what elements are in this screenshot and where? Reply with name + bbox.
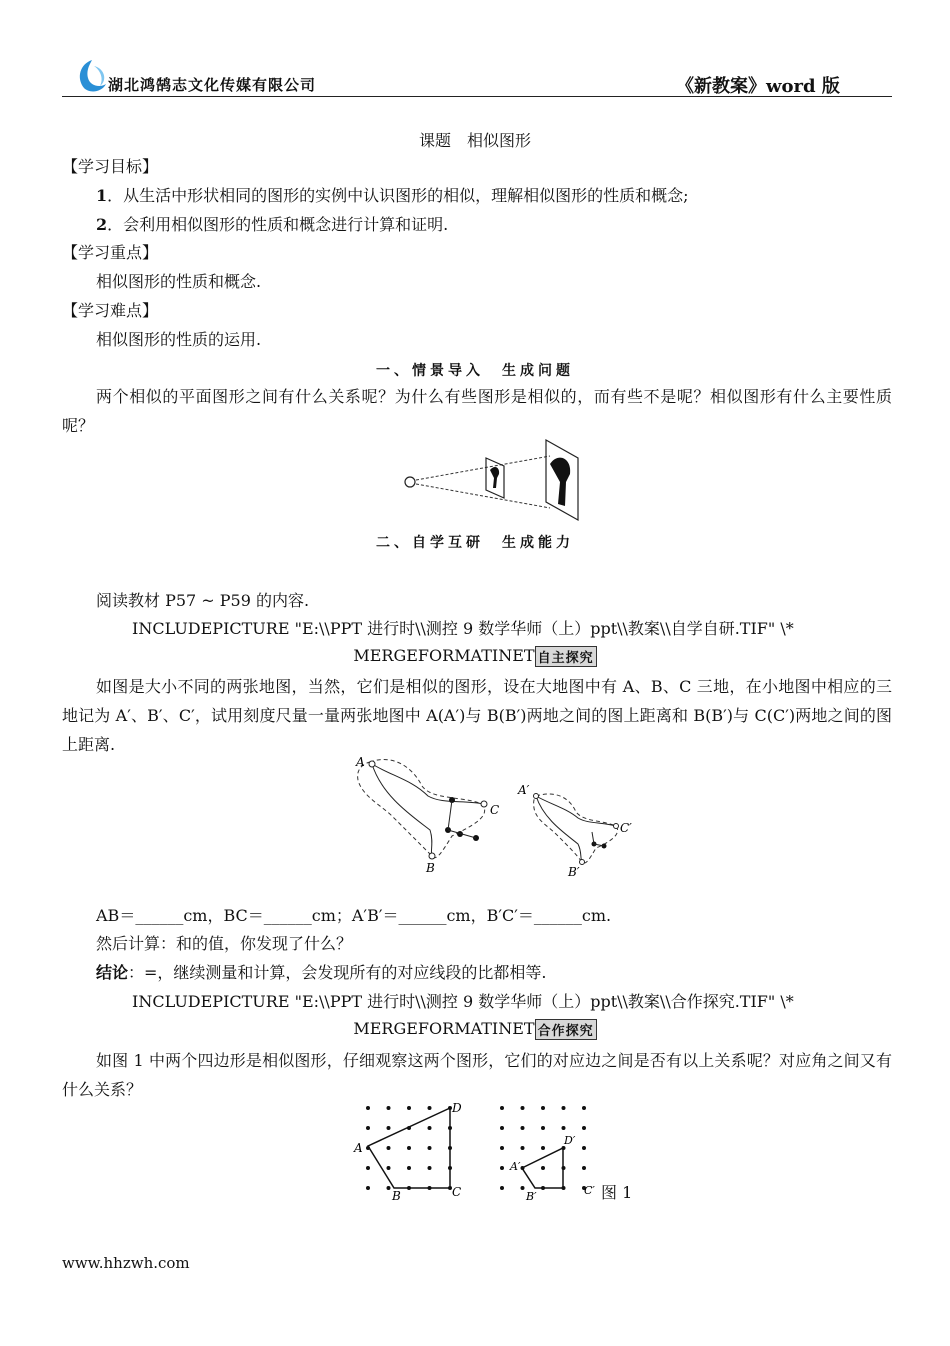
grid-dot: [500, 1166, 504, 1170]
grid-dot: [500, 1126, 504, 1130]
grid-dot: [582, 1166, 586, 1170]
grid-dot: [366, 1186, 370, 1190]
grid-dot: [407, 1166, 411, 1170]
grid-dot: [500, 1106, 504, 1110]
grid-dot: [428, 1146, 432, 1150]
grid-dot: [521, 1106, 525, 1110]
grid-label-a: A: [354, 1141, 363, 1155]
grid-dot: [366, 1106, 370, 1110]
cooperative-badge: 合作探究: [535, 1019, 597, 1040]
grid-dot: [387, 1106, 391, 1110]
section1-heading: 一、情景导入 生成问题: [376, 363, 574, 379]
goal-item-2: 2．会利用相似图形的性质和概念进行计算和证明.: [96, 215, 449, 234]
difficulty-text: 相似图形的性质的运用.: [96, 330, 262, 349]
grid-dot: [366, 1166, 370, 1170]
grid-label-d2: D′: [564, 1134, 576, 1147]
grid-dot: [521, 1126, 525, 1130]
compute-line: 然后计算：和的值，你发现了什么？: [96, 934, 353, 953]
lightbulb-icon: [405, 477, 415, 487]
grid-dot: [562, 1106, 566, 1110]
conclusion-line: 结论：=，继续测量和计算，会发现所有的对应线段的比都相等.: [96, 963, 547, 982]
grid-dot: [521, 1186, 525, 1190]
grid-dot: [500, 1186, 504, 1190]
company-name: 湖北鸿鹄志文化传媒有限公司: [108, 76, 317, 94]
reading-instruction: 阅读教材 P57 ~ P59 的内容.: [96, 591, 310, 610]
map-label-b2: B′: [568, 865, 580, 879]
grid-dot: [541, 1106, 545, 1110]
key-point-heading: 【学习重点】: [62, 243, 159, 262]
grid-dot: [407, 1146, 411, 1150]
grid-dot: [428, 1106, 432, 1110]
map-label-b: B: [426, 861, 435, 875]
grid-dot: [387, 1186, 391, 1190]
grid-label-c2: C′: [584, 1184, 595, 1197]
grid-dot: [582, 1146, 586, 1150]
conclusion-label: 结论: [96, 963, 129, 982]
grid-dot: [387, 1146, 391, 1150]
map-label-a2: A′: [518, 783, 530, 797]
map-paragraph: 如图是大小不同的两张地图，当然，它们是相似的图形，设在大地图中有 A、B、C 三地，在小地图中相应的三地记为 A′、B′、C′，试用刻度尺量一量两张地图中 A(A′)与 B(B′)两地之间的图上距离和 B(B′)与 C(C′)两地之间的图上距离.: [62, 677, 892, 754]
section2-heading: 二、自学互研 生成能力: [376, 535, 574, 551]
grid-label-a2: A′: [510, 1160, 521, 1173]
grid-label-c: C: [452, 1185, 462, 1199]
lesson-title: 课题 相似图形: [418, 131, 531, 150]
grid-dot: [521, 1146, 525, 1150]
figure-caption: 图 1: [601, 1183, 633, 1202]
map-label-c2: C′: [620, 821, 632, 835]
company-logo: [74, 56, 110, 96]
grid-dot: [387, 1166, 391, 1170]
header-doc-title: 《新教案》word 版: [676, 76, 840, 97]
measure-line: AB＝______cm，BC＝______cm；A′B′＝______cm，B′C′＝______cm.: [96, 906, 612, 925]
quadrilateral-paragraph: 如图 1 中两个四边形是相似图形，仔细观察这两个图形，它们的对应边之间是否有以上关系呢？对应角之间又有什么关系？: [62, 1051, 892, 1099]
key-point-text: 相似图形的性质和概念.: [96, 272, 262, 291]
map-label-c: C: [490, 803, 500, 817]
grid-dot: [541, 1146, 545, 1150]
grid-dot: [366, 1126, 370, 1130]
grid-dot: [387, 1126, 391, 1130]
self-study-badge: 自主探究: [535, 646, 597, 667]
include-field-2: INCLUDEPICTURE "E:\\PPT 进行时\\测控 9 数学华师（上）ppt\\教案\\合作探究.TIF" \*: [132, 992, 794, 1011]
grid-dot: [500, 1146, 504, 1150]
include-field-1: INCLUDEPICTURE "E:\\PPT 进行时\\测控 9 数学华师（上）ppt\\教案\\自学自研.TIF" \*: [132, 619, 794, 638]
difficulty-heading: 【学习难点】: [62, 301, 159, 320]
include-field-2-end: MERGEFORMATINET 合作探究: [0, 1019, 950, 1040]
grid-label-b: B: [392, 1189, 401, 1203]
grid-label-d: D: [452, 1101, 462, 1115]
grid-dot: [428, 1126, 432, 1130]
grid-label-b2: B′: [526, 1190, 537, 1203]
goal-item-1: 1．从生活中形状相同的图形的实例中认识图形的相似，理解相似图形的性质和概念;: [96, 186, 689, 205]
include-field-1-end: MERGEFORMATINET 自主探究: [0, 646, 950, 667]
grid-dot: [582, 1106, 586, 1110]
section1-paragraph: 两个相似的平面图形之间有什么关系呢？为什么有些图形是相似的，而有些不是呢？相似图形有什么主要性质呢？: [62, 387, 892, 435]
header-rule: [62, 96, 892, 97]
grid-dot: [582, 1126, 586, 1130]
grid-dot: [407, 1106, 411, 1110]
maps-figure: [352, 756, 642, 880]
footer-url: www.hhzwh.com: [62, 1254, 190, 1272]
grid-dot: [541, 1126, 545, 1130]
goals-heading: 【学习目标】: [62, 157, 159, 176]
map-label-a: A: [356, 756, 365, 769]
projection-figure: [400, 436, 590, 522]
grid-dot: [562, 1126, 566, 1130]
grid-figure: [352, 1100, 634, 1204]
grid-dot: [428, 1166, 432, 1170]
grid-dot: [541, 1166, 545, 1170]
